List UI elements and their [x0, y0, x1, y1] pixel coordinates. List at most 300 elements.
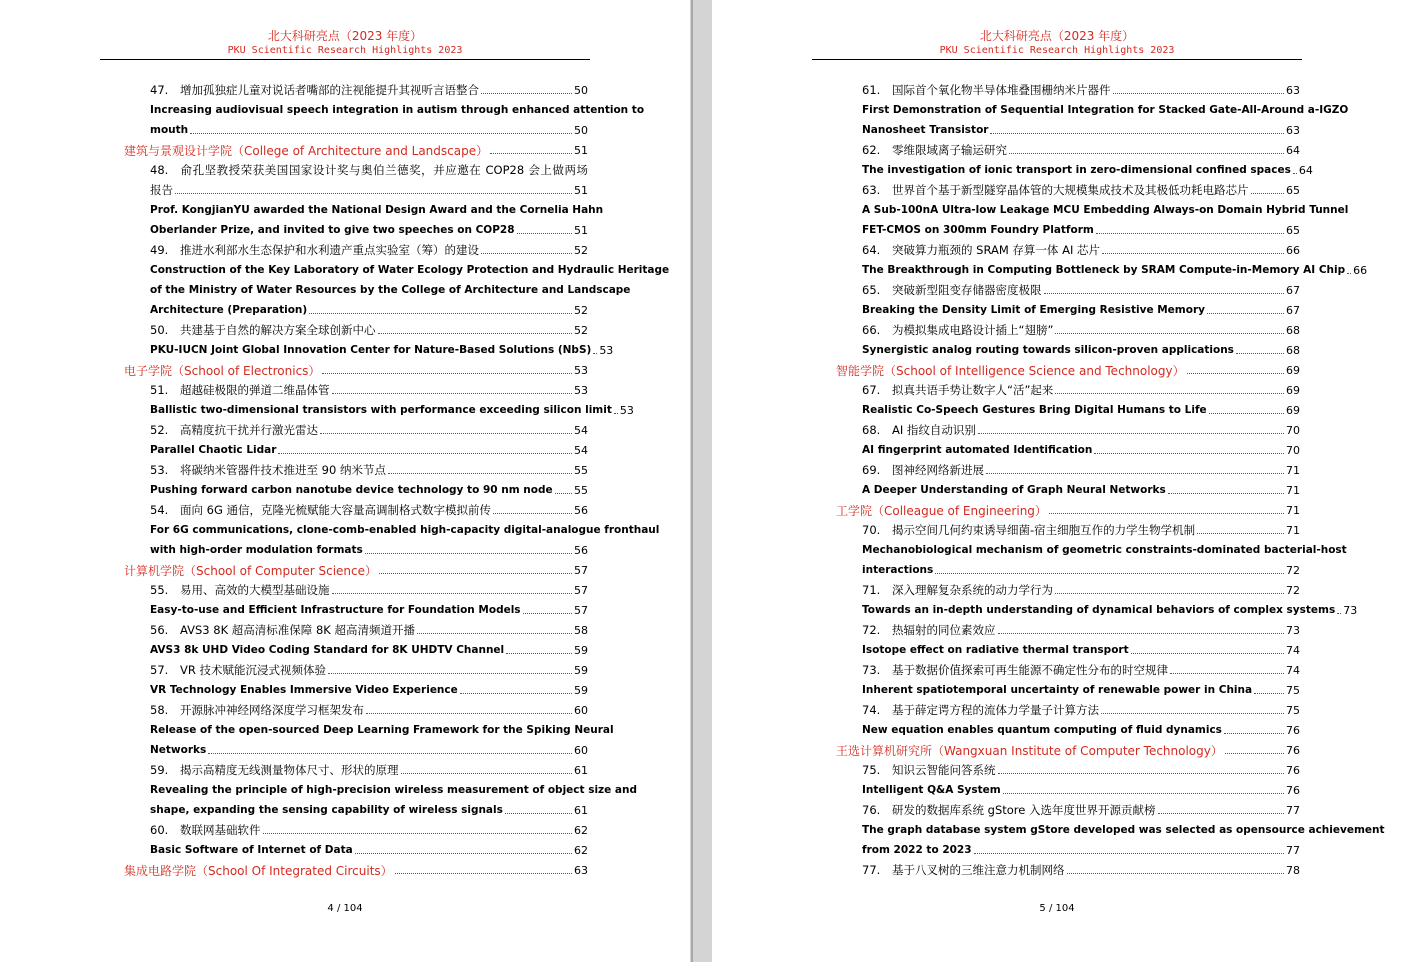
toc-entry[interactable]	[124, 620, 588, 640]
dot-leader	[278, 453, 572, 454]
toc-page-number: 60	[574, 703, 588, 717]
dot-leader	[417, 633, 572, 634]
toc-entry-text	[836, 422, 976, 438]
toc-page-number: 69	[1286, 363, 1300, 377]
toc-entry[interactable]	[836, 600, 1358, 620]
dot-leader	[1113, 93, 1285, 94]
dot-leader	[490, 153, 572, 154]
toc-entry-text	[124, 724, 614, 736]
toc-entry-text	[836, 282, 1042, 298]
toc-entry-number: 71.	[862, 583, 881, 597]
toc-entry[interactable]	[124, 240, 588, 260]
toc-entry-text	[124, 362, 320, 379]
toc-entry-text	[124, 484, 553, 496]
dot-leader	[1224, 733, 1284, 734]
toc-page-number: 70	[1286, 443, 1300, 457]
toc-entry-title: 集成电路学院（School Of Integrated Circuits）	[124, 863, 393, 878]
toc-entry-number: 49.	[150, 243, 169, 257]
toc-entry-title: 易用、高效的大模型基础设施	[180, 583, 330, 597]
toc-entry-number: 66.	[862, 323, 881, 337]
toc-page-number: 74	[1286, 663, 1300, 677]
toc-section-heading[interactable]	[124, 860, 588, 880]
toc-page-number: 76	[1286, 723, 1300, 737]
toc-page-number: 66	[1353, 263, 1368, 277]
toc-entry-text	[124, 582, 330, 598]
toc-entry-title: 基于八叉树的三维注意力机制网络	[892, 863, 1065, 877]
toc-entry-text	[124, 644, 504, 656]
toc-entry-text	[124, 862, 393, 879]
toc-entry-title: Mechanobiological mechanism of geometric constraints-dominated bacterial-host	[862, 544, 1347, 556]
toc-entry-title: 突破算力瓶颈的 SRAM 存算一体 AI 芯片	[892, 243, 1100, 257]
toc-entry[interactable]	[836, 140, 1300, 160]
dot-leader	[1158, 813, 1284, 814]
toc-entry[interactable]	[124, 540, 588, 560]
toc-page-number: 76	[1286, 743, 1300, 757]
toc-entry-text	[124, 662, 326, 678]
toc-entry[interactable]	[836, 480, 1300, 500]
toc-entry[interactable]	[836, 780, 1300, 800]
toc-entry-title: 开源脉冲神经网络深度学习框架发布	[180, 703, 364, 717]
toc-entry-text	[124, 544, 363, 556]
page-header	[812, 28, 1302, 58]
toc-entry-text	[124, 784, 637, 796]
toc-entry-text	[836, 344, 1234, 356]
dot-leader	[366, 713, 572, 714]
toc-entry-title: 为模拟集成电路设计插上“翅膀”	[892, 323, 1054, 337]
toc-entry[interactable]	[836, 320, 1300, 340]
toc-entry-title: 将碳纳米管器件技术推进至 90 纳米节点	[180, 463, 386, 477]
toc-entry[interactable]	[836, 820, 1385, 840]
toc-page-number: 69	[1286, 383, 1300, 397]
toc-entry-number: 47.	[150, 83, 169, 97]
toc-entry-title: Basic Software of Internet of Data	[150, 844, 353, 856]
toc-entry[interactable]	[124, 820, 588, 840]
toc-page-number: 71	[1286, 503, 1300, 517]
dot-leader	[593, 353, 597, 354]
toc-entry-title: Synergistic analog routing towards silicon-proven applications	[862, 344, 1234, 356]
dot-leader	[263, 833, 573, 834]
toc-page-number: 57	[574, 583, 588, 597]
toc-page-number: 57	[574, 603, 588, 617]
toc-entry[interactable]	[124, 640, 588, 660]
toc-entry-number: 52.	[150, 423, 169, 437]
toc-entry-title: Nanosheet Transistor	[862, 124, 989, 136]
toc-entry[interactable]	[836, 400, 1300, 420]
toc-entry-title: 高精度抗干扰并行激光雷达	[180, 423, 318, 437]
toc-page-number: 63	[1286, 83, 1300, 97]
toc-entry-text	[124, 604, 521, 616]
toc-entry-title: Parallel Chaotic Lidar	[150, 444, 277, 456]
toc-entry-number: 72.	[862, 623, 881, 637]
toc-entry[interactable]	[836, 340, 1300, 360]
toc-page-number: 53	[574, 383, 588, 397]
toc-entry[interactable]	[124, 600, 588, 620]
toc-entry[interactable]	[124, 220, 588, 240]
toc-entry[interactable]	[124, 340, 614, 360]
toc-entry-text	[124, 124, 188, 136]
toc-entry-title: Towards an in-depth understanding of dynamical behaviors of complex systems	[862, 604, 1336, 616]
toc-entry[interactable]	[124, 200, 604, 220]
dot-leader	[309, 313, 572, 314]
toc-page-number: 64	[1298, 163, 1313, 177]
toc-entry[interactable]	[836, 120, 1300, 140]
dot-leader	[1170, 673, 1284, 674]
toc-entry-number: 69.	[862, 463, 881, 477]
toc-entry[interactable]	[124, 800, 588, 820]
toc-page-number: 52	[574, 323, 588, 337]
toc-page-number: 57	[574, 563, 588, 577]
toc-section-heading[interactable]	[836, 360, 1300, 380]
toc-entry-title: 深入理解复杂系统的动力学行为	[892, 583, 1053, 597]
toc-entry[interactable]	[836, 800, 1300, 820]
toc-entry[interactable]	[124, 280, 631, 300]
document-page-5	[712, 0, 1402, 962]
toc-entry[interactable]	[836, 220, 1300, 240]
header-title-en: PKU Scientific Research Highlights 2023	[227, 45, 463, 56]
toc-entry-title: of the Ministry of Water Resources by the College of Architecture and Landscape	[150, 284, 631, 296]
toc-entry-text	[836, 124, 988, 136]
dot-leader	[978, 433, 1284, 434]
dot-leader	[1251, 193, 1285, 194]
toc-entry-number: 61.	[862, 83, 881, 97]
toc-entry-title: 电子学院（School of Electronics）	[124, 363, 321, 378]
toc-entry-title: 国际首个氧化物半导体堆叠围栅纳米片器件	[892, 83, 1111, 97]
toc-entry-text	[836, 362, 1185, 379]
toc-entry[interactable]	[124, 520, 660, 540]
toc-entry-text	[836, 82, 1111, 98]
dot-leader	[481, 93, 572, 94]
dot-leader	[493, 513, 572, 514]
toc-entry-text	[836, 644, 1129, 656]
toc-entry[interactable]	[836, 840, 1300, 860]
toc-entry-text	[836, 544, 1347, 556]
page-gutter	[690, 0, 712, 962]
toc-entry-text	[836, 564, 933, 576]
toc-entry[interactable]	[836, 160, 1313, 180]
dot-leader	[1337, 613, 1341, 614]
toc-entry-title: shape, expanding the sensing capability of wireless signals	[150, 804, 503, 816]
dot-leader	[1101, 713, 1284, 714]
dot-leader	[523, 613, 572, 614]
dot-leader	[1055, 593, 1284, 594]
toc-entry-title: 基于数据价值探索可再生能源不确定性分布的时空规律	[892, 663, 1168, 677]
toc-page-number: 55	[574, 463, 588, 477]
toc-entry[interactable]	[836, 420, 1300, 440]
toc-entry-text	[836, 104, 1348, 116]
toc-entry[interactable]	[124, 420, 588, 440]
toc-entry-text	[124, 404, 612, 416]
toc-entry-title: 零维限域离子输运研究	[892, 143, 1007, 157]
dot-leader	[1049, 513, 1284, 514]
toc-entry-number: 58.	[150, 703, 169, 717]
toc-entry-number: 74.	[862, 703, 881, 717]
toc-entry-text	[124, 762, 399, 778]
toc-entry[interactable]	[836, 240, 1300, 260]
toc-page-number: 65	[1286, 183, 1300, 197]
toc-entry[interactable]	[836, 100, 1349, 120]
toc-page-number: 69	[1286, 403, 1300, 417]
toc-entry[interactable]	[836, 80, 1300, 100]
toc-entry[interactable]	[124, 720, 614, 740]
dot-leader	[614, 413, 618, 414]
toc-entry[interactable]	[124, 700, 588, 720]
toc-entry[interactable]	[124, 660, 588, 680]
toc-entry-title: 建筑与景观设计学院（College of Architecture and Landscape）	[124, 143, 489, 158]
toc-page-number: 67	[1286, 283, 1300, 297]
toc-entry[interactable]	[836, 760, 1300, 780]
toc-entry[interactable]	[836, 640, 1300, 660]
toc-entry[interactable]	[836, 660, 1300, 680]
toc-entry-title: Pushing forward carbon nanotube device technology to 90 nm node	[150, 484, 553, 496]
dot-leader	[320, 433, 572, 434]
toc-entry-title: interactions	[862, 564, 934, 576]
toc-entry-title: Intelligent Q&A System	[862, 784, 1001, 796]
toc-entry-text	[836, 724, 1222, 736]
dot-leader	[1131, 653, 1284, 654]
toc-entry[interactable]	[836, 860, 1300, 880]
toc-entry[interactable]	[836, 680, 1300, 700]
toc-page-number: 55	[574, 483, 588, 497]
toc-entry-text	[124, 562, 377, 579]
toc-entry-text	[124, 104, 644, 116]
toc-entry[interactable]	[836, 520, 1300, 540]
toc-page-number: 63	[574, 863, 588, 877]
toc-entry-title: 推进水利部水生态保护和水利遗产重点实验室（筹）的建设	[180, 243, 479, 257]
toc-entry[interactable]	[836, 700, 1300, 720]
header-title-zh: 北大科研亮点（2023 年度）	[979, 29, 1135, 43]
toc-entry-text	[124, 224, 515, 236]
toc-entry[interactable]	[124, 80, 588, 100]
toc-entry-number: 64.	[862, 243, 881, 257]
dot-leader	[1347, 273, 1351, 274]
toc-entry-title: Prof. KongjianYU awarded the National Design Award and the Cornelia Hahn	[150, 204, 604, 216]
toc-entry-title: The Breakthrough in Computing Bottleneck by SRAM Compute-in-Memory AI Chip	[862, 264, 1346, 276]
toc-page-number: 67	[1286, 303, 1300, 317]
toc-page-number: 50	[574, 123, 588, 137]
dot-leader	[1197, 533, 1284, 534]
toc-page-number: 51	[574, 223, 588, 237]
toc-entry-text	[836, 224, 1094, 236]
toc-entry[interactable]	[836, 180, 1300, 200]
toc-entry-title: Release of the open-sourced Deep Learning Framework for the Spiking Neural	[150, 724, 614, 736]
toc-entry-title: Oberlander Prize, and invited to give two speeches on COP28	[150, 224, 515, 236]
toc-entry[interactable]	[836, 580, 1300, 600]
toc-entry-text	[836, 264, 1345, 276]
toc-section-heading[interactable]	[836, 740, 1300, 760]
toc-page-number: 68	[1286, 323, 1300, 337]
dot-leader	[378, 333, 573, 334]
toc-page-number: 72	[1286, 563, 1300, 577]
dot-leader	[1067, 873, 1285, 874]
toc-entry-number: 67.	[862, 383, 881, 397]
toc-entry[interactable]	[836, 280, 1300, 300]
dot-leader	[1096, 233, 1284, 234]
toc-page-number: 56	[574, 503, 588, 517]
toc-entry-text	[124, 822, 261, 838]
toc-entry[interactable]	[836, 440, 1300, 460]
toc-entry[interactable]	[124, 760, 588, 780]
toc-entry-title: AI fingerprint automated Identification	[862, 444, 1093, 456]
toc-entry-text	[124, 844, 353, 856]
toc-page-number: 60	[574, 743, 588, 757]
toc-entry-text	[124, 322, 376, 338]
toc-entry[interactable]	[124, 300, 588, 320]
toc-page-number: 65	[1286, 223, 1300, 237]
toc-page-number: 73	[1286, 623, 1300, 637]
toc-entry[interactable]	[124, 480, 588, 500]
toc-entry-text	[836, 844, 972, 856]
toc-entry-text	[836, 204, 1348, 216]
toc-entry-title: Increasing audiovisual speech integration in autism through enhanced attention to	[150, 104, 645, 116]
toc-entry-title: Realistic Co-Speech Gestures Bring Digital Humans to Life	[862, 404, 1207, 416]
toc-entry[interactable]	[124, 320, 588, 340]
toc-entry[interactable]	[124, 780, 638, 800]
toc-page-number: 74	[1286, 643, 1300, 657]
toc-entry-number: 54.	[150, 503, 169, 517]
toc-entry-title: 揭示空间几何约束诱导细菌-宿主细胞互作的力学生物学机制	[892, 523, 1196, 537]
toc-entry-text	[124, 264, 669, 276]
toc-entry-number: 76.	[862, 803, 881, 817]
toc-entry-text	[836, 862, 1065, 878]
toc-entry-title: Architecture (Preparation)	[150, 304, 308, 316]
toc-page-number: 77	[1286, 803, 1300, 817]
dot-leader	[460, 693, 572, 694]
toc-entry[interactable]	[836, 300, 1300, 320]
toc-page-number: 59	[574, 683, 588, 697]
toc-entry-title: The investigation of ionic transport in zero-dimensional confined spaces	[862, 164, 1291, 176]
toc-entry-text	[836, 522, 1195, 538]
toc-entry-number: 63.	[862, 183, 881, 197]
toc-entry-title: 超越硅极限的弹道二维晶体管	[180, 383, 330, 397]
toc-entry[interactable]	[124, 580, 588, 600]
toc-entry-text	[124, 804, 503, 816]
toc-entry-title: For 6G communications, clone-comb-enabled high-capacity digital-analogue fronthaul	[150, 524, 660, 536]
toc-entry-text	[124, 744, 206, 756]
toc-entry[interactable]	[124, 180, 588, 200]
toc-entry[interactable]	[836, 460, 1300, 480]
toc-entry-title: 报告	[150, 183, 173, 197]
dot-leader	[1055, 333, 1284, 334]
toc-entry[interactable]	[836, 540, 1347, 560]
toc-page-number: 59	[574, 663, 588, 677]
toc-entry-text	[836, 444, 1092, 456]
toc-entry[interactable]	[124, 260, 670, 280]
toc-entry-number: 70.	[862, 523, 881, 537]
toc-entry-title: Revealing the principle of high-precision wireless measurement of object size and	[150, 784, 638, 796]
toc-entry[interactable]	[836, 380, 1300, 400]
toc-page-number: 76	[1286, 763, 1300, 777]
dot-leader	[990, 133, 1284, 134]
toc-entry-text	[124, 204, 603, 216]
toc-entry[interactable]	[836, 720, 1300, 740]
header-title-en: PKU Scientific Research Highlights 2023	[939, 45, 1175, 56]
toc-entry-number: 73.	[862, 663, 881, 677]
toc-entry-title: 图神经网络新进展	[892, 463, 984, 477]
toc-entry-text	[836, 742, 1223, 759]
toc-entry[interactable]	[124, 500, 588, 520]
toc-entry[interactable]	[124, 460, 588, 480]
toc-page-number: 73	[1343, 603, 1358, 617]
toc-entry[interactable]	[124, 160, 588, 180]
toc-entry-text	[836, 404, 1207, 416]
toc-entry-number: 59.	[150, 763, 169, 777]
dot-leader	[481, 253, 572, 254]
toc-entry-title: Easy-to-use and Efficient Infrastructure for Foundation Models	[150, 604, 521, 616]
toc-entry-number: 62.	[862, 143, 881, 157]
dot-leader	[1009, 153, 1284, 154]
toc-entry[interactable]	[124, 740, 588, 760]
toc-entry-title: 增加孤独症儿童对说话者嘴部的注视能提升其视听言语整合	[180, 83, 479, 97]
toc-section-heading[interactable]	[124, 360, 588, 380]
toc-page-number: 61	[574, 803, 588, 817]
dot-leader	[1055, 393, 1284, 394]
toc-section-heading[interactable]	[124, 140, 588, 160]
dot-leader	[986, 473, 1284, 474]
toc-entry-text	[836, 182, 1249, 198]
toc-entry[interactable]	[836, 560, 1300, 580]
toc-entry[interactable]	[836, 200, 1349, 220]
toc-entry-text	[124, 684, 458, 696]
toc-entry-text	[836, 582, 1053, 598]
toc-page-number: 76	[1286, 783, 1300, 797]
toc-entry-number: 50.	[150, 323, 169, 337]
toc-entry-title: The graph database system gStore developed was selected as opensource achievement	[862, 824, 1385, 836]
dot-leader	[935, 573, 1284, 574]
toc-entry[interactable]	[124, 400, 634, 420]
dot-leader	[1094, 453, 1284, 454]
toc-entry-title: FET-CMOS on 300mm Foundry Platform	[862, 224, 1094, 236]
toc-page-number: 70	[1286, 423, 1300, 437]
toc-entry[interactable]	[124, 120, 588, 140]
page-header	[100, 28, 590, 58]
dot-leader	[1225, 753, 1284, 754]
dot-leader	[1168, 493, 1284, 494]
toc-entry[interactable]	[124, 380, 588, 400]
toc-entry[interactable]	[124, 440, 588, 460]
toc-entry-text	[836, 802, 1156, 818]
toc-entry[interactable]	[124, 680, 588, 700]
toc-section-heading[interactable]	[124, 560, 588, 580]
toc-page-number: 51	[574, 143, 588, 157]
dot-leader	[388, 473, 572, 474]
header-title-zh: 北大科研亮点（2023 年度）	[267, 29, 423, 43]
toc-entry-title: 世界首个基于新型隧穿晶体管的大规模集成技术及其极低功耗电路芯片	[892, 183, 1249, 197]
toc-entry[interactable]	[836, 620, 1300, 640]
toc-page-number: 77	[1286, 843, 1300, 857]
table-of-contents	[124, 80, 670, 880]
toc-entry-text	[124, 142, 488, 159]
toc-page-number: 59	[574, 643, 588, 657]
dot-leader	[505, 813, 572, 814]
toc-entry-text	[836, 684, 1252, 696]
toc-section-heading[interactable]	[836, 500, 1300, 520]
toc-page-number: 75	[1286, 703, 1300, 717]
toc-page-number: 52	[574, 243, 588, 257]
toc-entry[interactable]	[124, 100, 645, 120]
toc-entry-text	[124, 702, 364, 718]
document-page-4	[0, 0, 690, 962]
toc-page-number: 63	[1286, 123, 1300, 137]
toc-entry-text	[836, 322, 1053, 338]
toc-entry[interactable]	[124, 840, 588, 860]
toc-entry-number: 56.	[150, 623, 169, 637]
toc-entry[interactable]	[836, 260, 1368, 280]
toc-entry-title: New equation enables quantum computing of fluid dynamics	[862, 724, 1222, 736]
dot-leader	[1003, 793, 1284, 794]
toc-entry-title: First Demonstration of Sequential Integration for Stacked Gate-All-Around a-IGZO	[862, 104, 1349, 116]
toc-entry-text	[836, 662, 1168, 678]
toc-entry-text	[836, 824, 1385, 836]
